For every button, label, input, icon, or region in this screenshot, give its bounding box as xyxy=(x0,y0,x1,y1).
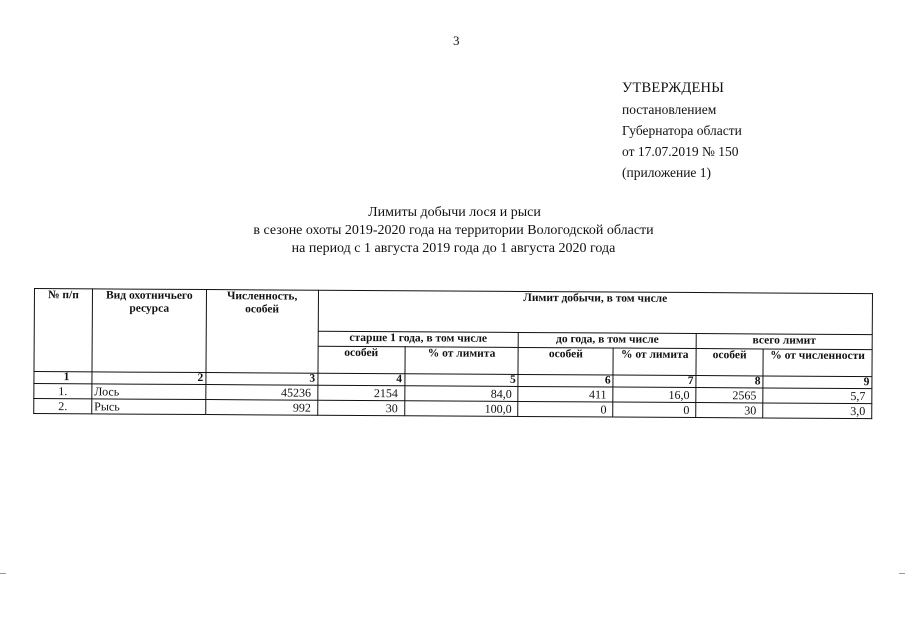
title-line: Лимиты добычи лося и рыси xyxy=(368,205,541,220)
cell-total-pct: 3,0 xyxy=(763,403,872,419)
approval-line: (приложение 1) xyxy=(622,165,712,180)
approval-line: Губернатора области xyxy=(622,123,742,138)
approval-line: постановлением xyxy=(622,102,717,117)
header-resource: Вид охотничьего ресурса xyxy=(92,289,206,373)
column-number: 9 xyxy=(763,376,872,389)
scan-edge-mark xyxy=(0,573,6,574)
header-over1: старше 1 года, в том числе xyxy=(318,331,519,347)
header-under1-pct: % от лимита xyxy=(613,348,696,376)
column-number: 4 xyxy=(318,373,405,386)
cell-total-pct: 5,7 xyxy=(763,388,872,404)
cell-num: 2. xyxy=(34,399,92,414)
header-num: № п/п xyxy=(34,289,92,372)
column-number: 1 xyxy=(34,372,92,384)
column-number: 3 xyxy=(206,373,318,386)
page-number: 3 xyxy=(453,33,460,48)
title-line: в сезоне охоты 2019-2020 года на территории Вологодской области xyxy=(253,223,654,238)
cell-resource: Рысь xyxy=(92,399,206,415)
header-total-count: особей xyxy=(696,349,763,376)
cell-under1-pct: 0 xyxy=(613,402,696,418)
header-total-pct: % от численности xyxy=(763,349,872,377)
cell-resource: Лось xyxy=(92,384,206,400)
header-under1-count: особей xyxy=(518,347,613,375)
cell-under1-count: 0 xyxy=(518,401,613,417)
cell-over1-pct: 100,0 xyxy=(404,401,518,417)
cell-population: 992 xyxy=(206,400,318,416)
column-number: 6 xyxy=(518,374,613,387)
column-number: 8 xyxy=(696,376,763,388)
scan-edge-mark xyxy=(899,573,905,574)
approval-line: от 17.07.2019 № 150 xyxy=(622,144,739,159)
header-under1: до года, в том числе xyxy=(519,332,697,348)
cell-num: 1. xyxy=(34,384,92,399)
cell-total-count: 2565 xyxy=(696,388,763,403)
cell-total-count: 30 xyxy=(696,403,763,418)
cell-under1-count: 411 xyxy=(518,386,613,402)
column-number: 5 xyxy=(404,374,518,387)
limits-table xyxy=(33,288,873,419)
cell-under1-pct: 16,0 xyxy=(613,387,696,403)
header-over1-count: особей xyxy=(318,346,405,374)
document-title xyxy=(0,204,905,258)
cell-over1-count: 30 xyxy=(317,400,404,416)
column-number: 2 xyxy=(92,372,206,385)
approval-heading: УТВЕРЖДЕНЫ xyxy=(622,80,725,96)
cell-over1-count: 2154 xyxy=(318,385,405,401)
column-number: 7 xyxy=(613,375,696,388)
header-limit-group: Лимит добычи, в том числе xyxy=(318,290,873,334)
header-population: Численность, особей xyxy=(206,290,318,374)
approval-stamp xyxy=(622,78,742,183)
header-over1-pct: % от лимита xyxy=(405,347,519,375)
cell-population: 45236 xyxy=(206,385,318,401)
header-total: всего лимит xyxy=(696,334,872,350)
title-line: на период с 1 августа 2019 года до 1 августа 2020 года xyxy=(291,241,616,256)
cell-over1-pct: 84,0 xyxy=(404,386,518,402)
